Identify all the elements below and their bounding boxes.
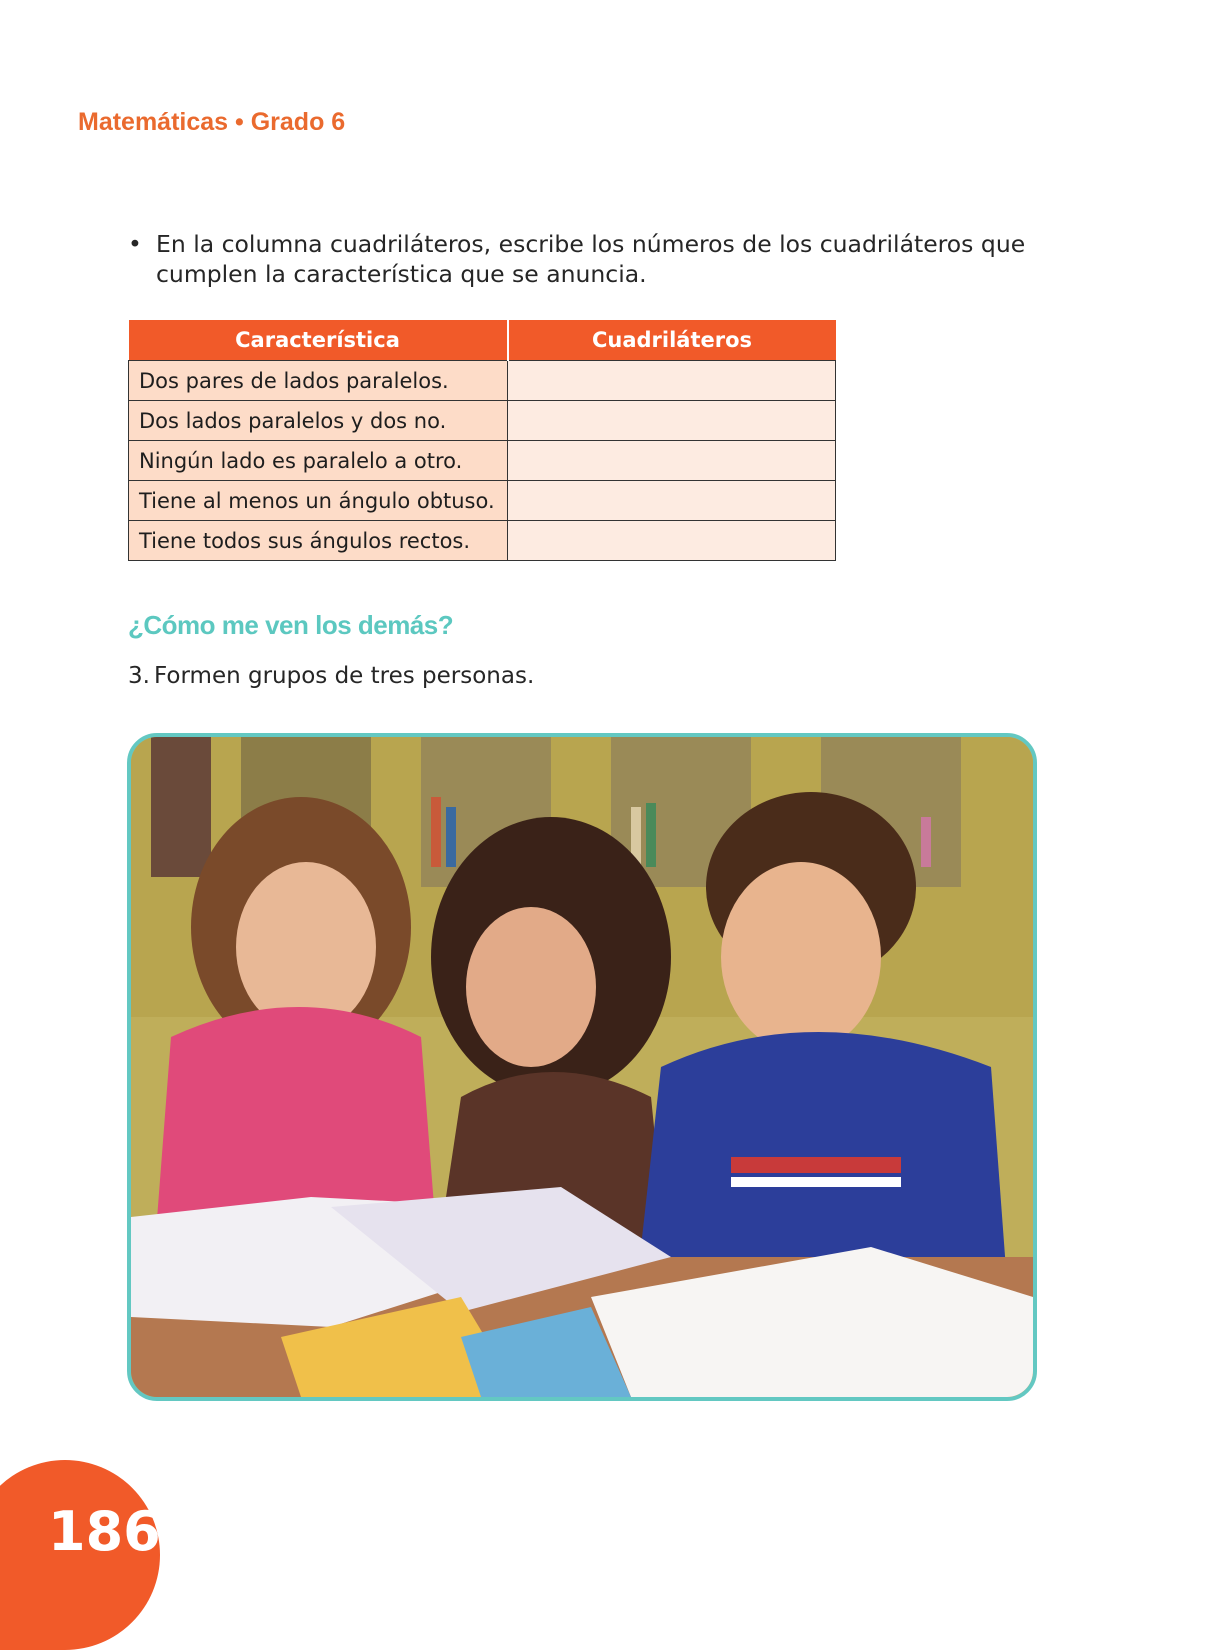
answer-cell[interactable]: [508, 361, 836, 401]
step-number: 3.: [128, 663, 150, 689]
characteristic-cell: Tiene todos sus ángulos rectos.: [129, 521, 508, 561]
characteristics-table: [128, 320, 836, 561]
step-item: [128, 663, 534, 689]
table-row: [129, 441, 836, 481]
running-head: Matemáticas • Grado 6: [78, 108, 346, 136]
step-text: Formen grupos de tres personas.: [154, 663, 535, 689]
table-row: [129, 401, 836, 441]
answer-cell[interactable]: [508, 401, 836, 441]
table-row: [129, 361, 836, 401]
table-row: [129, 521, 836, 561]
answer-cell[interactable]: [508, 521, 836, 561]
header-cuadrilateros: Cuadriláteros: [508, 320, 836, 361]
characteristic-cell: Tiene al menos un ángulo obtuso.: [129, 481, 508, 521]
characteristic-cell: Dos lados paralelos y dos no.: [129, 401, 508, 441]
section-heading: ¿Cómo me ven los demás?: [128, 610, 454, 640]
bullet-icon: •: [128, 230, 142, 258]
students-illustration: [131, 737, 1033, 1397]
page-number: 186: [48, 1500, 161, 1563]
answer-cell[interactable]: [508, 441, 836, 481]
table-header-row: [129, 320, 836, 361]
characteristic-cell: Dos pares de lados paralelos.: [129, 361, 508, 401]
header-caracteristica: Característica: [129, 320, 508, 361]
instruction-text: En la columna cuadriláteros, escribe los números de los cuadriláteros que cumplen la característica que se anuncia.: [156, 230, 1026, 288]
characteristic-cell: Ningún lado es paralelo a otro.: [129, 441, 508, 481]
students-photo: [127, 733, 1037, 1401]
table-row: [129, 481, 836, 521]
answer-cell[interactable]: [508, 481, 836, 521]
